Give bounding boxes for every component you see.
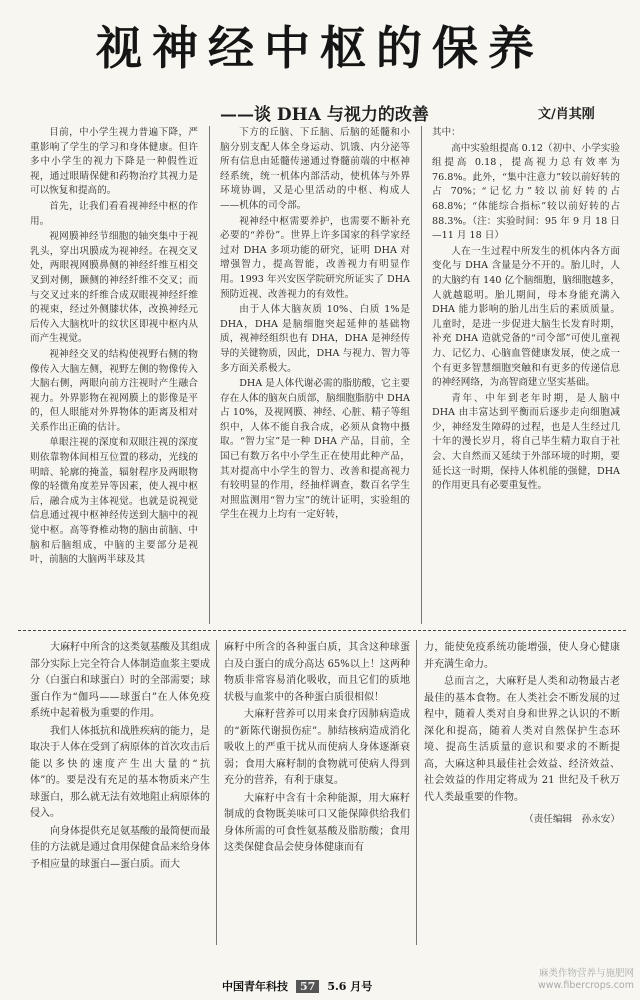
paragraph: 目前，中小学生视力普遍下降，严重影响了学生的学习和身体健康。但许多中小学生的视力下降是一种假性近视，通过眼睛保健和药物治疗其视力是可以恢复和提高的。 [30,127,198,197]
paragraph: 首先，让我们看看视神经中枢的作用。 [30,200,198,227]
magazine-name: 中国青年科技 [222,980,288,993]
watermark-url: www.fibercrops.com [537,980,634,991]
paragraph: DHA 是人体代谢必需的脂肪酸，它主要存在人体的脑灰白质部，脑细胞脂肪中 DHA 占 10%，及视网膜、神经、心脏、精子等组织中，人体不能自我合成，必须从食物中摄取。“智力宝”是一种 DHA 产品，目前，全国已有数万名中小学生正在使用此种产品，其对提高中小学生的智力、改善和提高视力有较明显的作用，经抽样调查，数百名学生对照监测用“智力宝”的统计证明，实验组的学生在视力上均有一定好转， [220,378,410,521]
section-divider [18,630,626,631]
article-author: 文/肖其刚 [538,107,595,122]
paragraph: 青年、中年到老年时期，是人脑中 DHA 由丰富达到平衡而后逐步走向细胞减少，神经发生障碍的过程，也是人生经过几十年的漫长岁月，将自己毕生精力取自于社会、大自然而又延续于外部环境的时期，要延长这一时期，保持人体机能的强健，DHA 的作用更具有必要重复性。 [432,392,620,492]
paragraph: 视神经中枢需要养护，也需要不断补充必要的“养份”。世界上许多国家的科学家经过对 DHA 多项功能的研究，证明 DHA 对增强智力，提高智能，改善视力有明显作用。1993 年兴安医学院研究所证实了 DHA 预防近视、改善视力的有效性。 [220,215,410,300]
paragraph: 高中实验组提高 0.12（初中、小学实验组提高 0.18，提高视力总有效率为 76.8%。此外，“集中注意力”较以前好转的占 70%；“记忆力”较以前好转的占 68.8%；“体能综合指标”较以前好转的占 88.3%。（注：实验时间：95 年 9 月 18 日—11 月 18 日） [432,142,620,242]
top-column-2 [220,126,410,626]
article-subtitle: ——谈 DHA 与视力的改善 [220,105,429,125]
paragraph: 力，能使免疫系统功能增强，使人身心健康并充满生命力。 [424,642,620,670]
paragraph: 向身体提供充足氨基酸的最简便而最佳的方法就是通过食用保健食品来给身体予相应量的球蛋白—蛋白质。而大 [30,825,210,870]
paragraph: 单眼注视的深度和双眼注视的深度则依靠物体间相互位置的移动，光线的明暗、轮廓的掩盖，辐射程序及两眼物像的轻微角度差异等因素，使人视中枢后，融合成为主体视觉。也就是说视觉信息通过视中枢神经传送到大脑中的视觉中枢。高等脊椎动物的脑由前脑、中脑和后脑组成，中脑的主要部分是视叶，前脑的大脑两半球及其 [30,437,198,566]
top-column-3 [432,126,620,626]
column-divider [416,640,417,945]
paragraph: 其中： [432,127,461,138]
issue-label: 5.6 月号 [327,980,373,993]
paragraph: 视网膜神经节细胞的轴突集中于视乳头，穿出巩膜成为视神经。在视交叉处，两眼视网膜鼻侧的神经纤维互相交叉到对侧，颞侧的神经纤维不交叉；而与交叉过来的纤维合成双眼视神经纤维的视束，经过外侧膝状体，改换神经元后传入大脑枕叶的纹状区即视中枢内从而产生视觉。 [30,231,198,345]
watermark-title: 麻类作物营养与施肥网 [538,968,634,979]
paragraph: 人在一生过程中所发生的机体内各方面变化与 DHA 含量是分不开的。胎儿时，人的大脑约有 140 亿个脑细胞，脑细胞越多，人就越聪明。胎儿期间，母本身能充满入 DHA 能力影响的胎儿出生后的素质质量。儿童时，是进一步促进大脑生长发育时期，补充 DHA 造就党备的“司令部”可使儿童视力、记忆力、心脑血管健康发展，使之成一个有更多智慧细胞突触和有更多的传递信息的神经网络，为高智商建立坚实基础。 [432,245,620,389]
editor-credit: （责任编辑 孙永安） [524,814,620,825]
page-footer [222,978,372,994]
paragraph: 总而言之，大麻籽是人类和动物最古老最佳的基本食物。在人类社会不断发展的过程中，随着人类对自身和世界之认识的不断深化和提高，随着人类对自然保护生态环境、提高生活质量的意识和要求的不断提高，大麻这种具最佳社会效益、经济效益、社会效益的作用定将成为 21 世纪及千秋万代人类最重要的作物。 [424,676,620,803]
bottom-column-2 [224,640,410,945]
column-divider [421,126,422,624]
page-number: 57 [296,980,319,993]
paragraph: 麻籽中所含的各种蛋白质，其含这种球蛋白及白蛋白的成分高达 65%以上！这两种物质非常容易消化吸收，而且它们的质地状极与血浆中的各种蛋白质很相似！ [224,642,410,703]
column-divider [216,640,217,945]
paragraph: 视神经交叉的结构使视野右侧的物像传入大脑左侧，视野左侧的物像传入大脑右侧，两眼向前方注视时产生融合视力。外界影物在视网膜上的影像是平的，但人眼能对外界物体的距离及相对关系作出正确的估计。 [30,348,198,433]
paragraph: 下方的丘脑、下丘脑、后脑的延髓和小脑分别支配人体全身运动、饥饿、内分泌等所有信息由延髓传递通过脊髓前端的中枢神经系统，统一机体内部活动，使机体与外界环境协调，又是心里活动的中枢、构成人——机体的司令部。 [220,127,410,211]
watermark [500,968,634,992]
top-column-1 [30,126,198,626]
paragraph: 大麻籽中含有十余种能源，用大麻籽制成的食物既美味可口又能保障供给我们身体所需的可食性氨基酸及脂肪酸；食用这类保健食品会使身体健康而有 [224,792,410,853]
column-divider [209,126,210,624]
bottom-column-1 [30,640,210,945]
paragraph: 由于人体大脑灰质 10%、白质 1%是 DHA，DHA 是脑细胞突起延伸的基础物质，视神经组织也有 DHA，DHA 是神经传导的关键物质，因此，DHA 与视力、智力等多方面关系极大。 [220,304,410,374]
paragraph: 大麻籽营养可以用来食疗因肺病造成的“新陈代谢损伤症”。肺结核病造成消化吸收上的严重干扰从而使病人身体逐渐衰弱；食用大麻籽制的食物就可使病人得到充分的营养，有利于康复。 [224,709,410,786]
article-title: 视神经中枢的保养 [96,21,544,75]
bottom-column-3 [424,640,620,945]
paragraph: 大麻籽中所含的这类氨基酸及其组成部分实际上完全符合人体制造血浆主要成分（白蛋白和球蛋白）时的全部需要；球蛋白作为“伽玛——球蛋白”在人体免疫系统中起着极为重要的作用。 [30,642,210,719]
paragraph: 我们人体抵抗和战胜疾病的能力，是取决于人体在受到了病原体的首次攻击后能以多快的速度产生出大量的“抗体”的。要是没有充足的基本物质来产生球蛋白，那么就无法有效地阻止病原体的侵入。 [30,725,210,819]
